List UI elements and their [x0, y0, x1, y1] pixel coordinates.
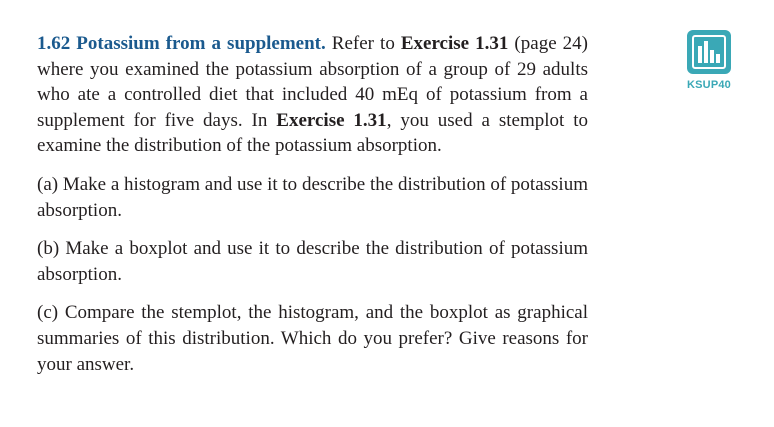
exercise-reference: Exercise 1.31	[400, 33, 509, 54]
exercise-intro	[37, 31, 588, 159]
intro-text-3: , you used a stemplot to examine the distribution of the potassium absorption.	[37, 109, 588, 157]
exercise-title: Potassium from a supplement.	[76, 33, 326, 54]
dataset-bar-chart-icon	[687, 30, 731, 74]
intro-text-1: Refer to	[325, 33, 401, 54]
exercise-1-62	[37, 31, 588, 377]
part-a: (a) Make a histogram and use it to describe the distribution of potassium absorption.	[37, 173, 588, 221]
exercise-reference: Exercise 1.31	[276, 109, 387, 131]
part-b: (b) Make a boxplot and use it to describe the distribution of potassium absorption.	[37, 238, 588, 285]
intro-text-2: (page 24) where you examined the potassium absorption of a group of 29 adults who ate a controlled diet that included 40 mEq of potassium from a supplement for five days. In	[37, 33, 588, 131]
exercise-number: 1.62	[37, 33, 71, 54]
part-c: (c) Compare the stemplot, the histogram, and the boxplot as graphical summaries of this distribution. Which do you prefer? Give reasons for your answer.	[37, 302, 588, 375]
dataset-badge[interactable]	[681, 30, 737, 91]
dataset-label: KSUP40	[687, 79, 731, 91]
